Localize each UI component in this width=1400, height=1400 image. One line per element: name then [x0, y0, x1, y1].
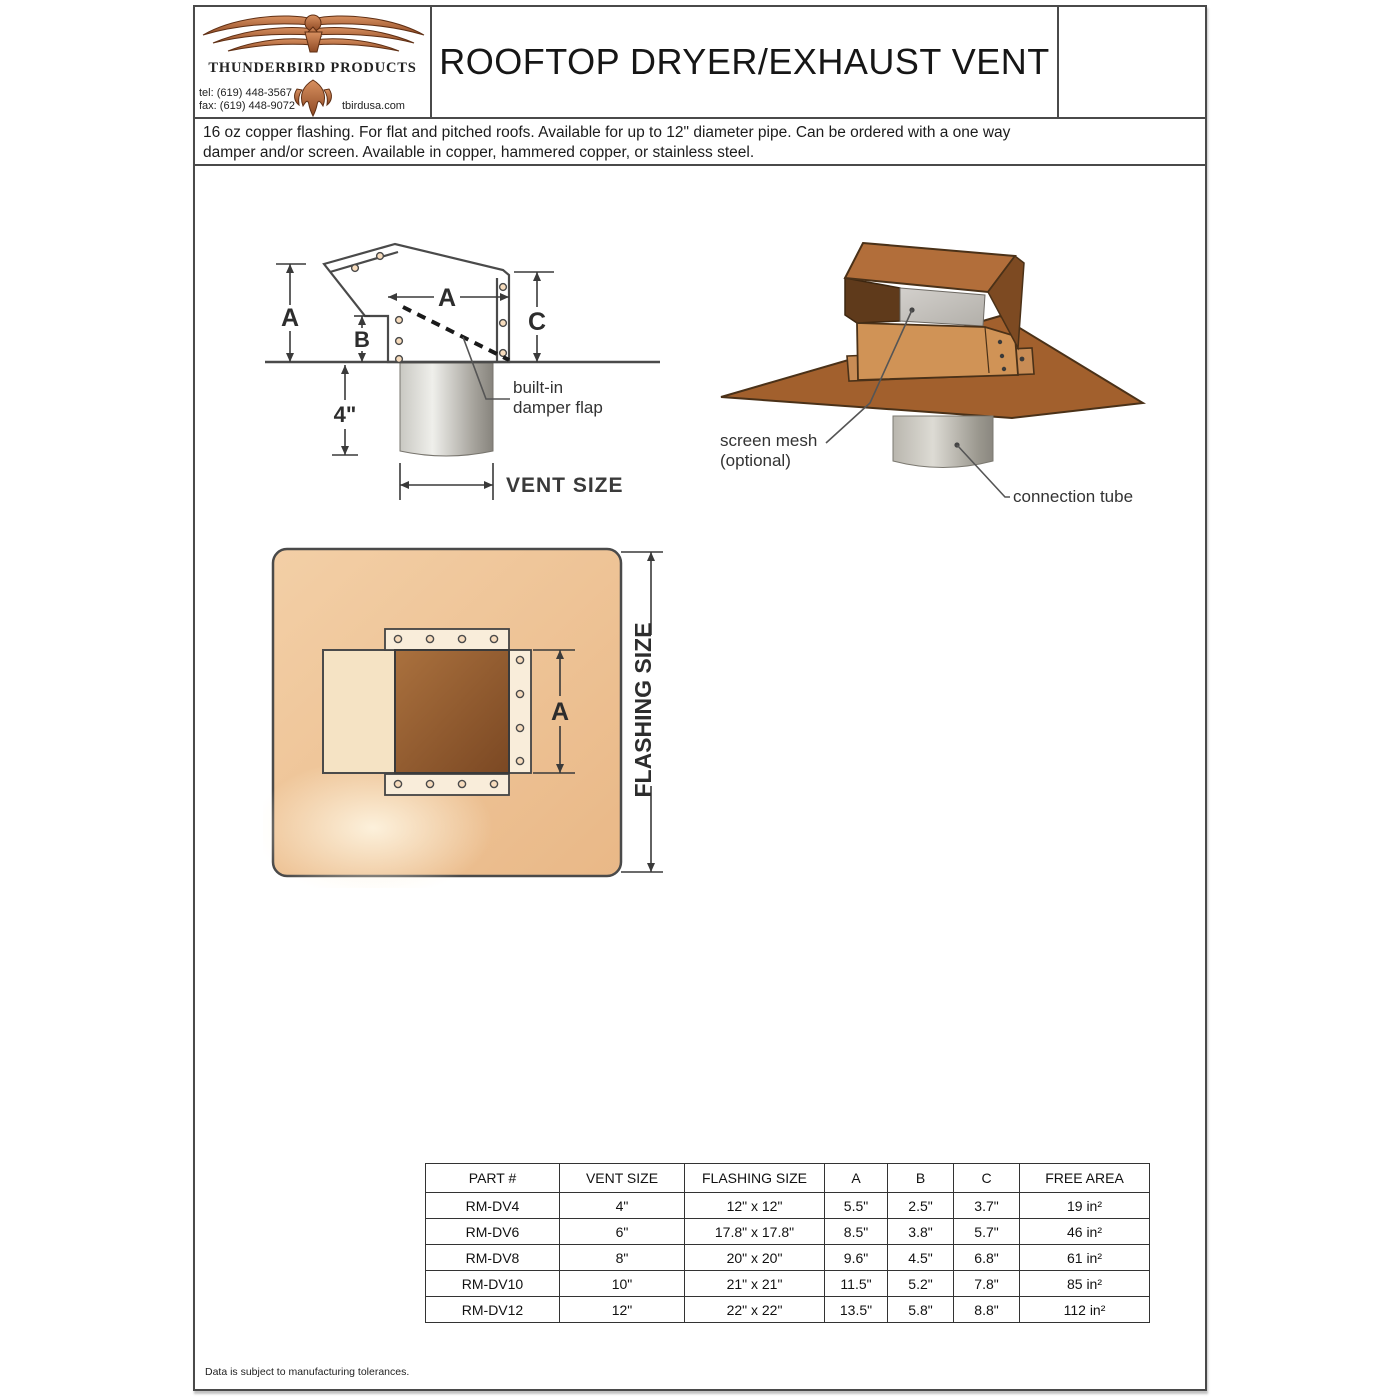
dim-a-top-label: A — [550, 698, 570, 726]
website-link[interactable]: tbirdusa.com — [342, 100, 405, 112]
free-area: 85 in² — [1020, 1271, 1150, 1297]
flashing-size: 17.8" x 17.8" — [685, 1219, 825, 1245]
connection-tube-label: connection tube — [1013, 487, 1134, 506]
flashing-size: 12" x 12" — [685, 1193, 825, 1219]
dim-c: 6.8" — [954, 1245, 1020, 1271]
vent-opening — [395, 650, 509, 773]
col-header-vent-size: VENT SIZE — [560, 1164, 685, 1193]
hood-fold-line-top — [330, 252, 398, 272]
vent-size: 6" — [560, 1219, 685, 1245]
dim-b: 3.8" — [888, 1219, 954, 1245]
dimension-b — [354, 316, 370, 362]
part-number: RM-DV12 — [426, 1297, 560, 1323]
flange-right — [509, 650, 531, 773]
thunderbird-eagle-icon — [200, 10, 427, 60]
vent-size-label: VENT SIZE — [506, 474, 624, 497]
tel-label: tel: — [199, 87, 214, 99]
free-area: 112 in² — [1020, 1297, 1150, 1323]
dim-c: 5.7" — [954, 1219, 1020, 1245]
page-title: ROOFTOP DRYER/EXHAUST VENT — [439, 41, 1050, 82]
dimension-4in — [332, 365, 358, 455]
vent-tube-side — [400, 363, 493, 456]
part-number: RM-DV10 — [426, 1271, 560, 1297]
hood-interior-dark — [845, 278, 900, 323]
thunderbird-tail-icon — [291, 79, 335, 117]
dimension-flashing-size — [621, 552, 663, 872]
dim-a: 13.5" — [825, 1297, 888, 1323]
part-number: RM-DV4 — [426, 1193, 560, 1219]
tel-value: (619) 448-3567 — [216, 87, 292, 99]
table-row — [426, 1219, 1150, 1245]
table-row — [426, 1271, 1150, 1297]
flashing-size: 21" x 21" — [685, 1271, 825, 1297]
iso-view-diagram — [700, 228, 1160, 520]
screen-mesh — [900, 288, 985, 326]
dimension-a-left — [276, 264, 306, 362]
col-header-c: C — [954, 1164, 1020, 1193]
vent-size: 8" — [560, 1245, 685, 1271]
dim-c: 8.8" — [954, 1297, 1020, 1323]
brand-name: THUNDERBIRD PRODUCTS — [208, 60, 417, 76]
col-header-part: PART # — [426, 1164, 560, 1193]
fax-label: fax: — [199, 100, 217, 112]
brand-logo-cell — [195, 7, 432, 117]
table-row — [426, 1297, 1150, 1323]
free-area: 46 in² — [1020, 1219, 1150, 1245]
col-header-b: B — [888, 1164, 954, 1193]
tolerance-footnote: Data is subject to manufacturing tolerances. — [205, 1366, 410, 1378]
col-header-flashing-size: FLASHING SIZE — [685, 1164, 825, 1193]
description-line-2: damper and/or screen. Available in copper, hammered copper, or stainless steel. — [203, 144, 755, 161]
flashing-size: 22" x 22" — [685, 1297, 825, 1323]
hood-front-face — [857, 323, 1018, 380]
dim-a: 8.5" — [825, 1219, 888, 1245]
table-row — [426, 1245, 1150, 1271]
dim-c-label: C — [527, 308, 547, 336]
header-spacer-cell — [1059, 7, 1205, 117]
table-header-row — [426, 1164, 1150, 1193]
dim-b: 2.5" — [888, 1193, 954, 1219]
rivets-side-view — [352, 253, 507, 363]
dim-4in-label: 4" — [333, 402, 357, 427]
vent-size: 12" — [560, 1297, 685, 1323]
damper-label-line1: built-in — [513, 378, 564, 397]
dim-a-left-label: A — [280, 304, 300, 332]
dim-a: 11.5" — [825, 1271, 888, 1297]
free-area: 19 in² — [1020, 1193, 1150, 1219]
spec-table — [425, 1163, 1150, 1323]
phone-number — [199, 87, 292, 99]
dimension-c — [514, 272, 554, 362]
fax-value: (619) 448-9072 — [219, 100, 296, 112]
top-view-diagram — [263, 538, 675, 888]
table-row — [426, 1193, 1150, 1219]
dim-c: 7.8" — [954, 1271, 1020, 1297]
col-header-free-area: FREE AREA — [1020, 1164, 1150, 1193]
dim-a-width-label: A — [437, 284, 457, 312]
product-description — [195, 119, 1205, 166]
vent-size: 10" — [560, 1271, 685, 1297]
flashing-size: 20" x 20" — [685, 1245, 825, 1271]
dim-a: 5.5" — [825, 1193, 888, 1219]
title-cell — [432, 7, 1059, 117]
dim-b: 5.2" — [888, 1271, 954, 1297]
connection-tube — [893, 416, 993, 468]
free-area: 61 in² — [1020, 1245, 1150, 1271]
damper-label-line2: damper flap — [513, 398, 603, 417]
side-view-diagram — [258, 233, 688, 513]
part-number: RM-DV6 — [426, 1219, 560, 1245]
screen-mesh-label-line2: (optional) — [720, 451, 791, 470]
damper-flap-dashed-line — [403, 307, 509, 360]
flashing-size-label: FLASHING SIZE — [630, 622, 656, 798]
dim-a: 9.6" — [825, 1245, 888, 1271]
dim-b: 4.5" — [888, 1245, 954, 1271]
dim-c: 3.7" — [954, 1193, 1020, 1219]
fax-number — [199, 100, 295, 112]
dimension-vent-size — [400, 463, 624, 500]
description-line-1: 16 oz copper flashing. For flat and pitched roofs. Available for up to 12" diameter pipe. Can be ordered with a one way — [203, 124, 1011, 141]
dim-b: 5.8" — [888, 1297, 954, 1323]
vent-size: 4" — [560, 1193, 685, 1219]
dim-b-label: B — [354, 327, 370, 352]
screen-mesh-label-line1: screen mesh — [720, 431, 818, 450]
header — [195, 7, 1205, 119]
col-header-a: A — [825, 1164, 888, 1193]
part-number: RM-DV8 — [426, 1245, 560, 1271]
hood-top-panel — [323, 650, 396, 773]
